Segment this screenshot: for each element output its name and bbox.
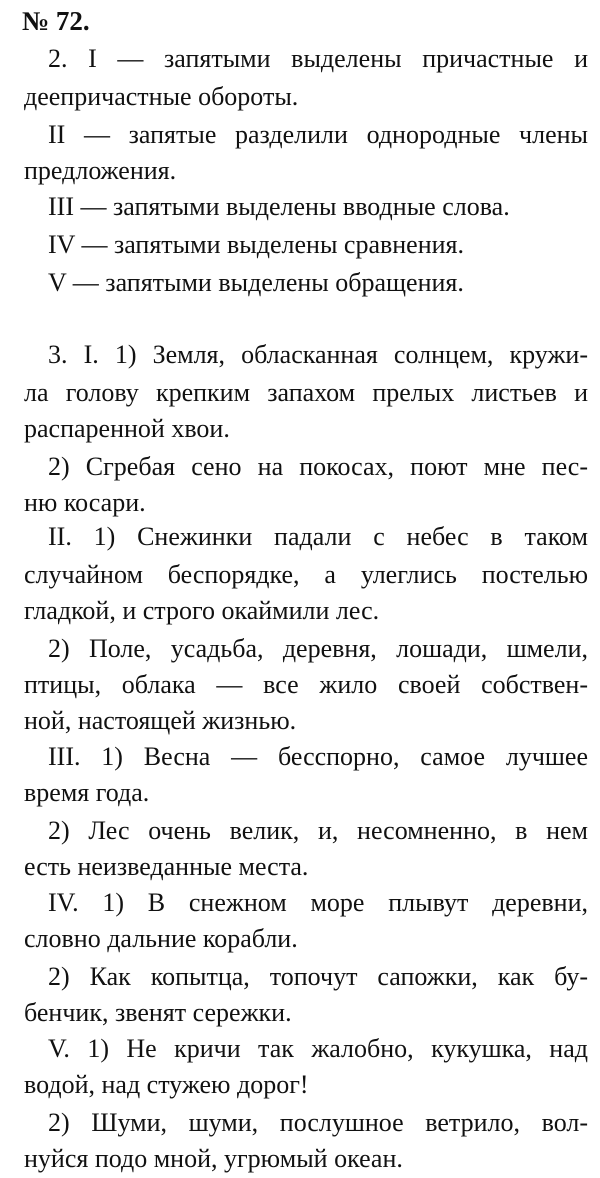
- text-line: есть неизведанные места.: [24, 852, 309, 881]
- text-line: случайном беспорядке, а улеглись постелью: [24, 560, 588, 589]
- text-line: IV — запятыми выделены сравнения.: [48, 230, 465, 259]
- text-line: 2) Поле, усадьба, деревня, лошади, шмели,: [48, 634, 588, 663]
- text-line: ной, настоящей жизнью.: [24, 706, 297, 735]
- text-line: II — запятые разделили однородные члены: [48, 120, 588, 149]
- text-line: словно дальние корабли.: [24, 924, 298, 953]
- text-line: предложения.: [24, 156, 177, 185]
- exercise-number: № 72.: [22, 6, 90, 36]
- text-line: 2. I — запятыми выделены причастные и: [48, 44, 588, 73]
- text-line: 2) Лес очень велик, и, несомненно, в нем: [48, 816, 588, 845]
- text-line: III. 1) Весна — бесспорно, самое лучшее: [48, 742, 588, 771]
- text-line: ню косари.: [24, 488, 146, 517]
- text-line: водой, над стужею дорог!: [24, 1070, 309, 1099]
- text-line: V — запятыми выделены обращения.: [48, 268, 464, 297]
- text-line: деепричастные обороты.: [24, 82, 299, 111]
- text-line: V. 1) Не кричи так жалобно, кукушка, над: [48, 1034, 588, 1063]
- text-line: бенчик, звенят сережки.: [24, 998, 292, 1027]
- text-line: распаренной хвои.: [24, 414, 230, 443]
- text-line: 2) Как копытца, топочут сапожки, как бу-: [48, 962, 588, 991]
- text-line: 2) Сгребая сено на покосах, поют мне пес-: [48, 452, 588, 481]
- text-line: птицы, облака — все жило своей собствен-: [24, 670, 588, 699]
- text-line: 2) Шуми, шуми, послушное ветрило, вол-: [48, 1108, 588, 1137]
- text-line: нуйся подо мной, угрюмый океан.: [24, 1144, 403, 1173]
- text-line: 3. I. 1) Земля, обласканная солнцем, кружи-: [48, 340, 588, 369]
- text-line: гладкой, и строго окаймили лес.: [24, 596, 380, 625]
- text-line: время года.: [24, 778, 150, 807]
- text-line: II. 1) Снежинки падали с небес в таком: [48, 522, 588, 551]
- text-line: III — запятыми выделены вводные слова.: [48, 192, 510, 221]
- text-line: ла голову крепким запахом прелых листьев и: [24, 378, 588, 407]
- text-line: IV. 1) В снежном море плывут деревни,: [48, 888, 588, 917]
